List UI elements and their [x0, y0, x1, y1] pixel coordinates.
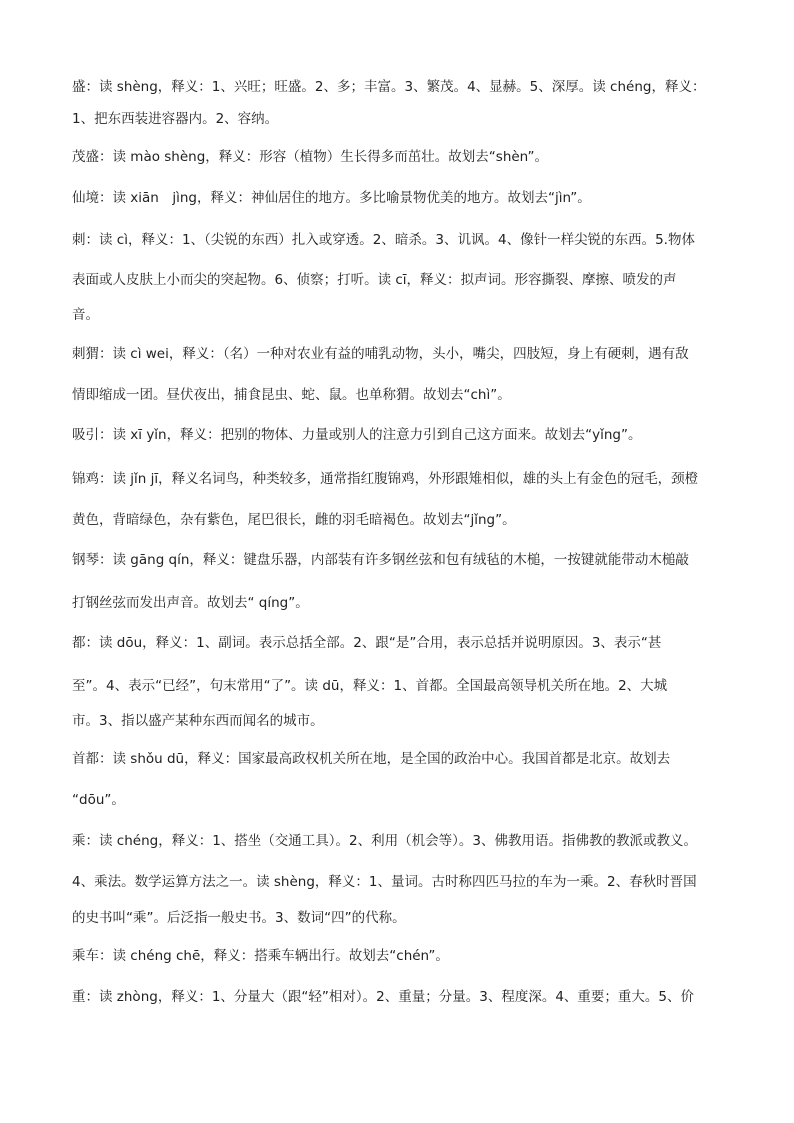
text-line: 音。: [72, 307, 99, 323]
text-line: 乘：读 chéng，释义：1、搭坐（交通工具）。2、利用（机会等）。3、佛教用语。指佛教的教派或教义。: [72, 833, 697, 849]
text-line: 刺猬：读 cì wei，释义：（名）一种对农业有益的哺乳动物，头小，嘴尖，四肢短，身上有硬刺，遇有敌: [72, 346, 689, 362]
text-line: “dōu”。: [72, 792, 125, 808]
text-line: 情即缩成一团。昼伏夜出，捕食昆虫、蛇、鼠。也单称猬。故划去“chì”。: [72, 387, 511, 403]
text-line: 锦鸡：读 jǐn jī，释义名词鸟，种类较多，通常指红腹锦鸡，外形跟雉相似，雄的头上有金色的冠毛，颈橙: [72, 471, 699, 487]
text-line: 黄色，背暗绿色，杂有紫色，尾巴很长，雌的羽毛暗褐色。故划去“jǐng”。: [72, 512, 516, 528]
text-line: 重：读 zhòng，释义：1、分量大（跟“轻”相对）。2、重量；分量。3、程度深。4、重要；重大。5、价: [72, 989, 695, 1005]
text-line: 首都：读 shǒu dū，释义：国家最高政权机关所在地，是全国的政治中心。我国首都是北京。故划去: [72, 751, 671, 767]
text-line: 刺：读 cì，释义：1、（尖锐的东西）扎入或穿透。2、暗杀。3、讥讽。4、像针一样尖锐的东西。5.物体: [72, 232, 695, 248]
text-line: 市。3、指以盛产某种东西而闻名的城市。: [72, 713, 324, 729]
text-line: 表面或人皮肤上小而尖的突起物。6、侦察；打听。读 cī，释义：拟声词。形容撕裂、摩擦、喷发的声: [72, 272, 677, 288]
text-line: 打钢丝弦而发出声音。故划去“ qíng”。: [72, 595, 309, 611]
text-line: 都：读 dōu，释义：1、副词。表示总括全部。2、跟“是”合用，表示总括并说明原因。3、表示“甚: [72, 635, 662, 651]
text-line: 至”。4、表示“已经”，句末常用“了”。读 dū，释义：1、首都。全国最高领导机关所在地。2、大城: [72, 678, 668, 694]
text-line: 仙境：读 xiān jìng，释义：神仙居住的地方。多比喻景物优美的地方。故划去“jìn”。: [72, 190, 591, 206]
text-line: 乘车：读 chéng chē，释义：搭乘车辆出行。故划去“chén”。: [72, 948, 449, 964]
text-line: 钢琴：读 gāng qín，释义：键盘乐器，内部装有许多钢丝弦和包有绒毡的木槌，一按键就能带动木槌敲: [72, 552, 689, 568]
text-line: 4、乘法。数学运算方法之一。读 shèng，释义：1、量词。古时称四匹马拉的车为一乘。2、春秋时晋国: [72, 874, 697, 890]
text-line: 盛：读 shèng，释义：1、兴旺；旺盛。2、多；丰富。3、繁茂。4、显赫。5、深厚。读 chéng，释义：: [72, 79, 706, 95]
text-line: 茂盛：读 mào shèng，释义：形容（植物）生长得多而茁壮。故划去“shèn”。: [72, 149, 548, 165]
text-line: 1、把东西装进容器内。2、容纳。: [72, 111, 279, 127]
text-line: 的史书叫“乘”。后泛指一般史书。3、数词“四”的代称。: [72, 910, 406, 926]
text-line: 吸引：读 xī yǐn，释义：把别的物体、力量或别人的注意力引到自己这方面来。故划去“yǐng”。: [72, 427, 642, 443]
